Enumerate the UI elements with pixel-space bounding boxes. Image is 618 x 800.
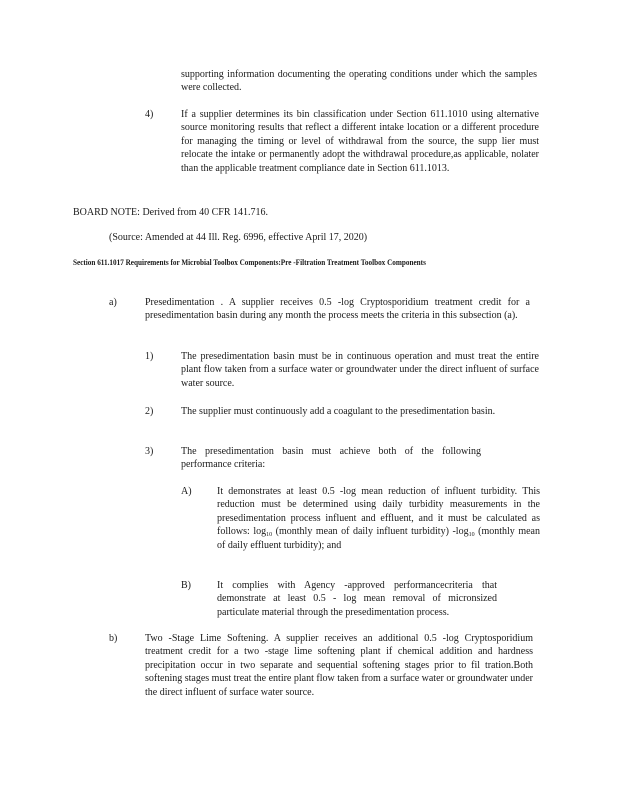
subsection-a-marker: a)	[109, 297, 117, 308]
subsection-b-marker: b)	[109, 633, 118, 644]
item-3-text: The presedimentation basin must achieve both of the following performance criteria:	[181, 446, 481, 471]
item-1-text: The presedimentation basin must be in continuous operation and must treat the entire plant flow taken from a surface water or groundwater under the direct influent of surface water source.	[181, 351, 539, 389]
source-note: (Source: Amended at 44 Ill. Reg. 6996, effective April 17, 2020)	[109, 232, 368, 243]
item-B-marker: B)	[181, 580, 191, 591]
item-A-text-before: It demonstrates at least 0.5 -log mean reduction of influent turbidity. This reduction must be determined using daily turbidity measurements in the presedimentation process influent and effluent, and it must be calculated as follows: log	[217, 486, 540, 538]
item-A-text-middle: (monthly mean of daily influent turbidity) -log	[272, 526, 469, 538]
item-4-text: If a supplier determines its bin classification under Section 611.1010 using alternative source monitoring results that reflect a different intake location or a different procedure for managing the timing or level of withdrawal from the source, the supp lier must relocate the intake or permanently adopt the withdrawal procedure,as applicable, nolater than the applicable treatment compliance date in Section 611.1013.	[181, 109, 539, 174]
item-A-text	[217, 485, 540, 552]
board-note: BOARD NOTE: Derived from 40 CFR 141.716.	[73, 207, 268, 218]
item-A-text-after: (monthly mean of daily effluent turbidity); and	[217, 526, 540, 551]
log-base-subscript: 10	[266, 532, 273, 539]
subsection-a-text: Presedimentation . A supplier receives 0.5 -log Cryptosporidium treatment credit for a presedimentation basin during any month the process meets the criteria in this subsection (a).	[145, 297, 530, 322]
subsection-b-text: Two -Stage Lime Softening. A supplier receives an additional 0.5 -log Cryptosporidium treatment credit for a two -stage lime softening plant if chemical addition and hardness precipitation occur in two separate and sequential softening stages prior to fil tration.Both softening stages must treat the entire plant flow taken from a surface water or groundwater under the direct influent of surface water source.	[145, 633, 533, 698]
continued-paragraph: supporting information documenting the operating conditions under which the samples were collected.	[181, 69, 537, 94]
item-2-marker: 2)	[145, 406, 154, 417]
item-A-marker: A)	[181, 486, 192, 497]
item-4-marker: 4)	[145, 109, 154, 120]
item-B-text: It complies with Agency -approved performancecriteria that demonstrate at least 0.5 - log mean removal of micronsized particulate material through the presedimentation process.	[217, 580, 497, 618]
item-3-marker: 3)	[145, 446, 154, 457]
item-1-marker: 1)	[145, 351, 154, 362]
log-base-subscript: 10	[468, 532, 475, 539]
item-2-text: The supplier must continuously add a coagulant to the presedimentation basin.	[181, 406, 496, 417]
section-heading: Section 611.1017 Requirements for Microbial Toolbox Components:Pre -Filtration Treatment Toolbox Components	[73, 258, 426, 267]
